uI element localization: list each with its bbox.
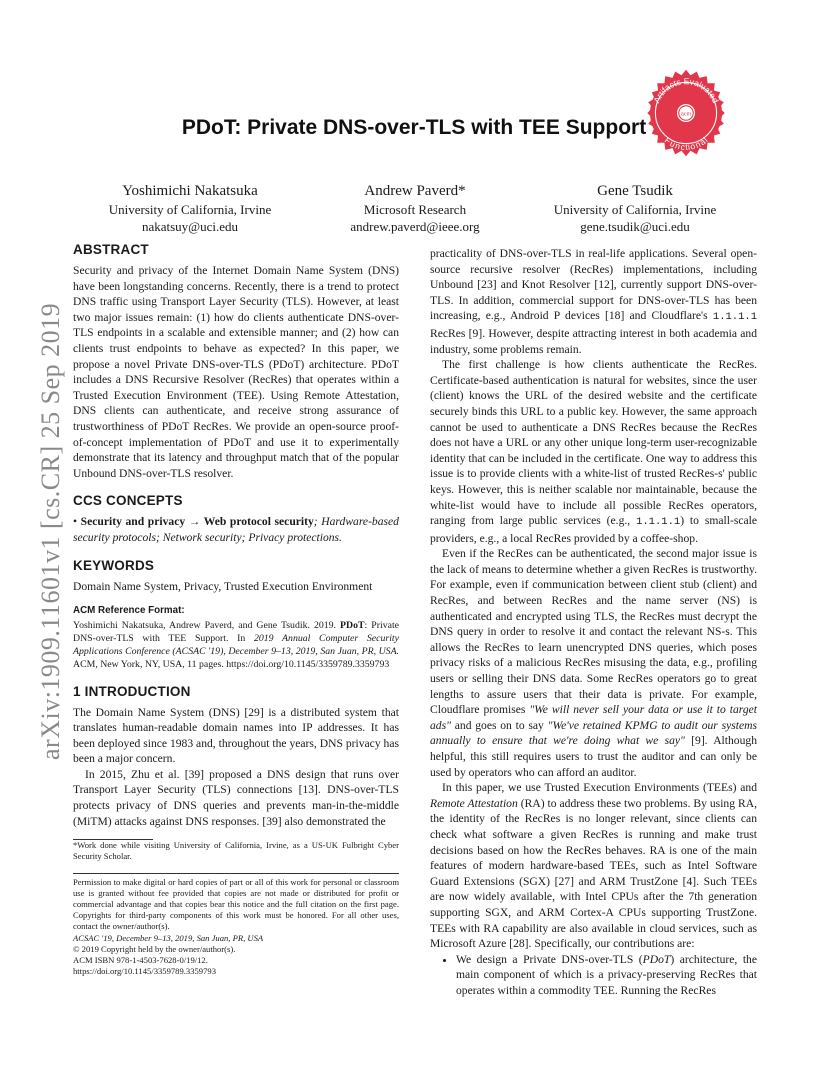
list-item xyxy=(456,952,757,999)
ccs-rest: ; Hardware-based security protocols; Network security; Privacy protections. xyxy=(73,515,399,544)
author-affiliation: University of California, Irvine xyxy=(108,202,272,217)
text-run: The first challenge is how clients authenticate the RecRes. Certificate-based authentication is natural for websites, since the user (client) knows the URL of the desired website and the certificate securely binds this URL to a public key. However, the same approach cannot be used to authenticate a DNS RecRes because the RecRes does not have a URL or any other unique long-term user-recognizable identity that can be included in the certificate. One way to address this issue is to provide clients with a white-list of trusted RecRes-s' public keys. However, this is neither scalable nor maintainable, because the white-list would have to include all possible RecRes operators, ranging from large public services (e.g., xyxy=(430,358,757,528)
text-run: (RA) to address these two problems. By using RA, the identity of the RecRes is no longer relevant, since clients can check what software a given RecRes is running and make trust decisions based on how the RecRes behaves. RA is one of the main features of modern hardware-based TEEs, such as Intel Software Guard Extensions (SGX) [27] and ARM TrustZone [4]. Such TEEs are now widely available, with Intel CPUs after the 7th generation supporting SGX, and ARM Cortex-A CPUs supporting TrustZone. TEEs with RA capability are also available in cloud services, such as Microsoft Azure [28]. Specifically, our contributions are: xyxy=(430,796,757,951)
ip-address: 1.1.1.1 xyxy=(712,311,757,324)
permission-doi: https://doi.org/10.1145/3359789.3359793 xyxy=(73,966,216,977)
text-run: We design a Private DNS-over-TLS ( xyxy=(456,952,643,966)
left-column xyxy=(73,241,399,977)
acm-ref-venue: 2019 Annual Computer Security Applications Conference (ACSAC '19), December 9–13, 2019, San Juan, PR, USA. xyxy=(73,632,399,658)
right-column xyxy=(430,246,757,999)
paper-title: PDoT: Private DNS-over-TLS with TEE Support xyxy=(181,116,647,139)
author-affiliation: University of California, Irvine xyxy=(553,202,717,217)
body-paragraph xyxy=(430,357,757,546)
permission-block xyxy=(73,877,399,978)
intro-paragraph: The Domain Name System (DNS) [29] is a distributed system that translates human-readable domain names into IP addresses. It has been deployed since 1983 and, throughout the years, DNS privacy has been a major concern. xyxy=(73,705,399,766)
contributions-list xyxy=(430,952,757,999)
intro-paragraph: In 2015, Zhu et al. [39] proposed a DNS design that runs over Transport Layer Security (TLS) connections [13]. DNS-over-TLS protects privacy of DNS queries and prevents man-in-the-middle (MiTM) attacks against DNS responses. [39] also demonstrated the xyxy=(73,767,399,828)
italic-term: PDoT xyxy=(642,952,671,966)
text-run: Even if the RecRes can be authenticated, the second major issue is the lack of means to determine whether a given RecRes is trustworthy. For example, even if communication between client stub (client) and RecRes, and between RecRes and the name server (NS) is authenticated and encrypted using TLS, the RecRes must decrypt the DNS query in order to resolve it and contact the relevant NS-s. This allows the RecRes to learn unencrypted DNS queries, which poses privacy risks of a malicious RecRes misusing the data, e.g., profiling users or selling their DNS data. Some RecRes operators go to great lengths to assure users that their data is private. For example, Cloudflare promises xyxy=(430,547,757,717)
acm-ref-heading: ACM Reference Format: xyxy=(73,605,185,617)
ccs-heading: CCS CONCEPTS xyxy=(73,493,183,509)
author-email: andrew.paverd@ieee.org xyxy=(350,219,480,234)
abstract-text: Security and privacy of the Internet Domain Name System (DNS) have been longstanding concerns. Recently, there is a trend to protect DNS traffic using Transport Layer Security (TLS). However, at least two major issues remain: (1) how do clients authenticate DNS-over-TLS endpoints in a scalable and extensible manner; and (2) how can clients trust endpoints to behave as expected? In this paper, we propose a novel Private DNS-over-TLS (PDoT) architecture. PDoT includes a DNS Recursive Resolver (RecRes) that operates within a Trusted Execution Environment (TEE). Using Remote Attestation, DNS clients can authenticate, and receive strong assurance of trustworthiness of PDoT RecRes. We provide an open-source proof-of-concept implementation of PDoT and use it to experimentally demonstrate that its latency and throughput match that of the popular Unbound DNS-over-TLS resolver. xyxy=(73,264,399,480)
ccs-text xyxy=(73,514,399,545)
permission-rule xyxy=(73,873,399,874)
author-block xyxy=(320,181,510,235)
intro-heading: 1 INTRODUCTION xyxy=(73,683,191,699)
body-paragraph xyxy=(430,780,757,952)
abstract-heading: ABSTRACT xyxy=(73,242,149,257)
author-block xyxy=(535,181,735,235)
acm-ref-publisher: ACM, New York, NY, USA, 11 pages. https://doi.org/10.1145/3359789.3359793 xyxy=(73,659,390,671)
quote: "We've retained KPMG to audit our systems annually to ensure that we're doing what we say" xyxy=(430,718,757,748)
ccs-bold: Security and privacy → Web protocol security xyxy=(80,515,314,529)
author-email: nakatsuy@uci.edu xyxy=(141,219,239,234)
keywords-heading: KEYWORDS xyxy=(73,557,155,573)
author-block xyxy=(80,181,300,235)
author-email: gene.tsudik@uci.edu xyxy=(580,219,690,234)
acm-ref-authors: Yoshimichi Nakatsuka, Andrew Paverd, and Gene Tsudik. 2019. xyxy=(73,619,336,631)
badge-text-top: Artifacts Evaluated xyxy=(651,76,721,105)
acm-ref-title-bold: PDoT xyxy=(340,619,365,631)
badge-logo: acm xyxy=(680,111,692,118)
text-run: [9]. Although helpful, this still requires users to trust the auditor and can only be used by operators who can afford an auditor. xyxy=(430,734,757,779)
ip-address: 1.1.1.1 xyxy=(636,516,681,529)
arxiv-stamp xyxy=(14,290,65,760)
badge-text-bottom: Functional xyxy=(662,135,710,153)
body-paragraph xyxy=(430,546,757,780)
permission-copyright: © 2019 Copyright held by the owner/author(s). xyxy=(73,943,236,954)
author-name: Yoshimichi Nakatsuka xyxy=(122,183,258,199)
text-run: In this paper, we use Trusted Execution Environments (TEEs) and xyxy=(442,781,757,795)
text-run: RecRes [9]. However, despite attracting interest in both academia and industry, some problems remain. xyxy=(430,326,757,356)
acm-ref-text xyxy=(73,619,399,672)
arxiv-id: arXiv:1909.11601v1 [cs.CR] 25 Sep 2019 xyxy=(36,302,65,760)
italic-term: Remote Attestation xyxy=(430,796,518,810)
permission-text: Permission to make digital or hard copies of part or all of this work for personal or classroom use is granted without fee provided that copies are not made or distributed for profit or commercial advantage and that copies bear this notice and the full citation on the first page. Copyrights for third-party components of this work must be honored. For all other uses, contact the owner/author(s). xyxy=(73,876,399,932)
permission-isbn: ACM ISBN 978-1-4503-7628-0/19/12. xyxy=(73,955,208,966)
text-run: practicality of DNS-over-TLS in real-life applications. Several open-source recursive resolver (RecRes) implementations, including Unbound [23] and Knot Resolver [12], currently support DNS-over-TLS. In addition, commercial support for DNS-over-TLS has been increasing, e.g., Android P devices [18] and Cloudflare's xyxy=(430,247,757,323)
author-name: Gene Tsudik xyxy=(597,183,673,199)
keywords-text: Domain Name System, Privacy, Trusted Execution Environment xyxy=(73,579,373,593)
author-name: Andrew Paverd* xyxy=(364,183,466,199)
body-paragraph xyxy=(430,246,757,357)
author-affiliation: Microsoft Research xyxy=(363,202,467,217)
text-run: ) architecture, the main component of which is a privacy-preserving RecRes that operates within a commodity TEE. Running the RecRes xyxy=(456,952,757,997)
ccs-bullet: • xyxy=(73,515,78,529)
footnote: *Work done while visiting University of California, Irvine, as a US-UK Fulbright Cyber Security Scholar. xyxy=(73,840,399,862)
text-run: and goes on to say xyxy=(454,718,544,732)
text-run: ) to small-scale providers, e.g., a local RecRes provided by a coffee-shop. xyxy=(430,514,757,545)
permission-venue: ACSAC '19, December 9–13, 2019, San Juan, PR, USA xyxy=(73,932,264,943)
quote: "We will never sell your data or use it to target ads" xyxy=(430,703,757,732)
acm-ref-title: : Private DNS-over-TLS with TEE Support. In xyxy=(73,619,400,644)
